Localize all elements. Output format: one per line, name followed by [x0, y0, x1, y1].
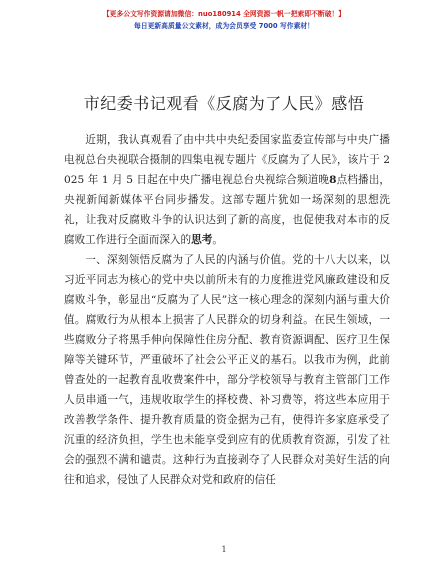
- emphasis-thinking: 思考: [191, 234, 213, 246]
- document-title: 市纪委书记观看《反腐为了人民》感悟: [83, 94, 365, 113]
- page-number: 1: [221, 545, 227, 554]
- document-body: [64, 130, 390, 490]
- paragraph-intro-text-1: 近期，我认真观看了由中共中央纪委国家监委宣传部与中央广播电视总台央视联合摄制的四集电视专题片《反腐为了人民》，该片于 2025 年 1 月 5 日起在中央广播电视总台央视综合频道晚: [64, 134, 390, 186]
- paragraph-intro: [64, 130, 390, 250]
- paragraph-intro-end: 。: [212, 234, 223, 246]
- broadcast-hour: 8: [329, 174, 337, 186]
- promo-banner-line-2: 每日更新高质量公文素材，成为会员享受 7000 写作素材！: [134, 22, 314, 30]
- promo-banner-line-1: 【更多公文写作资源请加微信：nuo180914 全网资源一帆一把索即不断破！】: [102, 10, 346, 18]
- paragraph-intro-text-2: 点档播出，央视新闻新媒体平台同步播发。这部专题片犹如一场深刻的思想洗礼，让我对反腐败斗争的认识达到了新的高度，也促使我对本市的反腐败工作进行全面而深入的: [64, 174, 390, 246]
- paragraph-section-one: 一、深刻领悟反腐为了人民的内涵与价值。党的十八大以来，以习近平同志为核心的党中央以前所未有的力度推进党风廉政建设和反腐败斗争，彰显出“反腐为了人民”这一核心理念的深刻内涵与重大价值。腐败行为从根本上损害了人民群众的切身利益。在民生领域，一些腐败分子将黑手伸向保障性住房分配、教育资源调配、医疗卫生保障等关键环节，严重破坏了社会公平正义的基石。以我市为例，此前曾查处的一起教育乱收费案件中，部分学校领导与教育主管部门工作人员串通一气，违规收取学生的择校费、补习费等，将这些本应用于改善教学条件、提升教育质量的资金据为己有，使得许多家庭承受了沉重的经济负担，学生也未能享受到应有的优质教育资源，引发了社会的强烈不满和谴责。这种行为直接剥夺了人民群众对美好生活的向往和追求，侵蚀了人民群众对党和政府的信任: [64, 254, 390, 486]
- promo-banner: [0, 8, 448, 32]
